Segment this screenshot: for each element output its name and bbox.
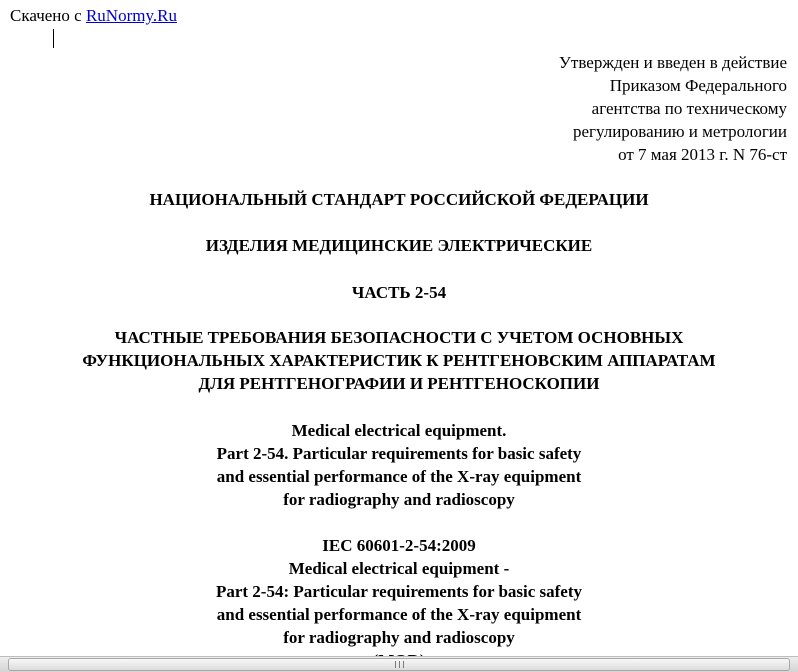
national-standard-heading: НАЦИОНАЛЬНЫЙ СТАНДАРТ РОССИЙСКОЙ ФЕДЕРАЦИИ	[149, 190, 649, 209]
approval-line: Утвержден и введен в действие	[558, 53, 787, 72]
standard-title	[0, 326, 798, 395]
source-link[interactable]: RuNormy.Ru	[85, 6, 177, 25]
source-prefix: Скачено с	[10, 6, 82, 25]
iec-line: and essential performance of the X-ray equipment	[216, 605, 582, 624]
source-line	[10, 5, 177, 27]
iec-line: Medical electrical equipment -	[288, 559, 510, 578]
scrollbar-thumb[interactable]	[8, 658, 790, 671]
title-line: ЧАСТНЫЕ ТРЕБОВАНИЯ БЕЗОПАСНОСТИ С УЧЕТОМ ОСНОВНЫХ	[114, 328, 684, 347]
iec-reference	[0, 534, 798, 672]
english-title	[0, 419, 798, 511]
english-title-line: and essential performance of the X-ray equipment	[216, 467, 582, 486]
horizontal-scrollbar[interactable]	[0, 656, 798, 672]
iec-line: IEC 60601-2-54:2009	[322, 536, 476, 555]
approval-line: агентства по техническому	[591, 99, 787, 118]
iec-line: Part 2-54: Particular requirements for basic safety	[215, 582, 583, 601]
iec-line: for radiography and radioscopy	[283, 628, 515, 647]
english-title-line: Medical electrical equipment.	[291, 421, 507, 440]
title-line: ДЛЯ РЕНТГЕНОГРАФИИ И РЕНТГЕНОСКОПИИ	[198, 374, 600, 393]
approval-line: Приказом Федерального	[609, 76, 787, 95]
approval-line: регулированию и метрологии	[572, 122, 787, 141]
approval-note	[559, 51, 787, 166]
approval-line: от 7 мая 2013 г. N 76-ст	[618, 145, 787, 164]
title-line: ФУНКЦИОНАЛЬНЫХ ХАРАКТЕРИСТИК К РЕНТГЕНОВСКИМ АППАРАТАМ	[82, 351, 716, 370]
english-title-line: for radiography and radioscopy	[283, 490, 515, 509]
grip-icon	[394, 661, 405, 668]
product-heading: ИЗДЕЛИЯ МЕДИЦИНСКИЕ ЭЛЕКТРИЧЕСКИЕ	[205, 236, 593, 255]
english-title-line: Part 2-54. Particular requirements for basic safety	[216, 444, 582, 463]
part-heading: ЧАСТЬ 2-54	[351, 283, 447, 302]
text-cursor	[53, 29, 54, 48]
